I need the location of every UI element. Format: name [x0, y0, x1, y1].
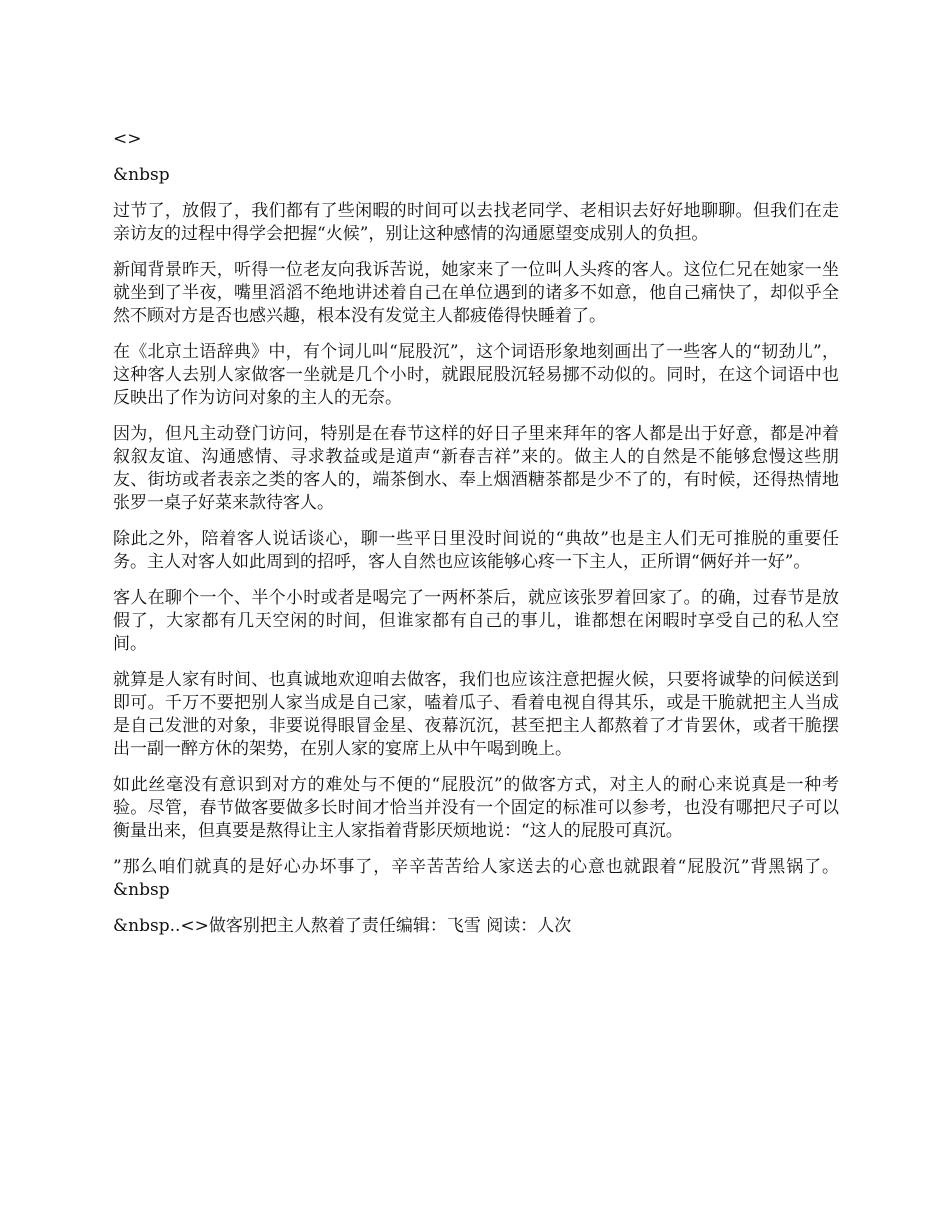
paragraph-background: 新闻背景昨天，听得一位老友向我诉苦说，她家来了一位叫人头疼的客人。这位仁兄在她家一坐就坐到了半夜，嘴里滔滔不绝地讲述着自己在单位遇到的诸多不如意，他自己痛快了，却似乎全然不顾对方是否也感兴趣，根本没有发觉主人都疲倦得快睡着了。 [113, 260, 839, 326]
paragraph-hospitality: 因为，但凡主动登门访问，特别是在春节这样的好日子里来拜年的客人都是出于好意，都是冲着叙叙友谊、沟通感情、寻求教益或是道声“新春吉祥”来的。做主人的自然是不能够怠慢这些朋友、街坊或者表亲之类的客人的，端茶倒水、奉上烟酒糖茶都是少不了的，有时候，还得热情地张罗一桌子好菜来款待客人。 [113, 424, 839, 513]
paragraph-footer: &nbsp..<>做客别把主人熬着了责任编辑：飞雪 阅读：人次 [113, 916, 572, 936]
paragraph-dictionary: 在《北京土语辞典》中，有个词儿叫“屁股沉”，这个词语形象地刻画出了一些客人的“韧劲儿”，这种客人去别人家做客一坐就是几个小时，就跟屁股沉轻易挪不动似的。同时，在这个词语中也反映出了作为访问对象的主人的无奈。 [113, 342, 839, 408]
paragraph-test-of-patience: 如此丝毫没有意识到对方的难处与不便的“屁股沉”的做客方式，对主人的耐心来说真是一种考验。尽管，春节做客要做多长时间才恰当并没有一个固定的标准可以参考，也没有哪把尺子可以衡量出来，但真要是熬得让主人家指着背影厌烦地说：“这人的屁股可真沉。 [113, 775, 839, 841]
paragraph-nbsp: &nbsp [113, 165, 170, 185]
paragraph-conclusion: ”那么咱们就真的是好心办坏事了，辛辛苦苦给人家送去的心意也就跟着“屁股沉”背黑锅了。&nbsp [113, 857, 839, 900]
paragraph-leave-time: 客人在聊个一个、半个小时或者是喝完了一两杯茶后，就应该张罗着回家了。的确，过春节是放假了，大家都有几天空闲的时间，但谁家都有自己的事儿，谁都想在闲暇时享受自己的私人空间。 [113, 588, 839, 654]
paragraph-intro: 过节了，放假了，我们都有了些闲暇的时间可以去找老同学、老相识去好好地聊聊。但我们在走亲访友的过程中得学会把握“火候”，别让这种感情的沟通愿望变成别人的负担。 [113, 201, 839, 244]
paragraph-etiquette: 就算是人家有时间、也真诚地欢迎咱去做客，我们也应该注意把握火候，只要将诚挚的问候送到即可。千万不要把别人家当成是自己家，嗑着瓜子、看着电视自得其乐，或是干脆就把主人当成是自己发泄的对象，非要说得眼冒金星、夜幕沉沉，甚至把主人都熬着了才肯罢休，或者干脆摆出一副一醉方休的架势，在别人家的宴席上从中午喝到晚上。 [113, 670, 839, 759]
paragraph-conversation: 除此之外，陪着客人说话谈心，聊一些平日里没时间说的“典故”也是主人们无可推脱的重要任务。主人对客人如此周到的招呼，客人自然也应该能够心疼一下主人，正所谓“俩好并一好”。 [113, 529, 839, 572]
article-body [113, 128, 839, 951]
paragraph-tag: <> [113, 129, 142, 149]
